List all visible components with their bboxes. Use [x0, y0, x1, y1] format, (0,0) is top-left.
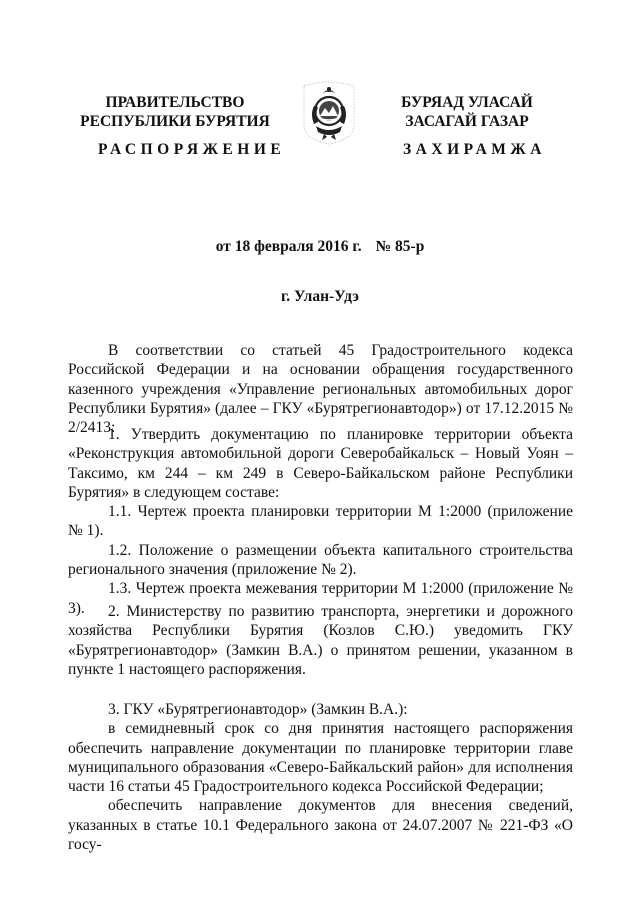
date-number-line [0, 238, 640, 256]
item-3-block [68, 700, 573, 854]
order-date: от 18 февраля 2016 г. [215, 238, 362, 255]
issuer-name-russian [70, 93, 280, 131]
preamble-text: В соответствии со статьей 45 Градостроительного кодекса Российской Федерации и на основании обращения государственного казенного учреждения «Управление региональных автомобильных дорог Республики Бурятия» (далее – ГКУ «Бурятрегионавтодор») от 17.12.2015 № 2/2413: [68, 342, 573, 437]
item-3-a-text: в семидневный срок со дня принятия настоящего распоряжения обеспечить направление документации по планировке территории главе муниципального образования «Северо-Байкальский район» для исполнения части 16 статьи 45 Градостроительного кодекса Российской Федерации; [68, 720, 573, 796]
emblem-svg [298, 80, 360, 146]
doc-type-buryat: ЗАХИРАМЖА [403, 141, 546, 158]
preamble-paragraph [68, 341, 573, 437]
issuer-buryat-line-2: ЗАСАГАЙ ГАЗАР [405, 113, 529, 130]
item-2-text: 2. Министерству по развитию транспорта, энергетики и дорожного хозяйства Республики Бурятия (Козлов С.Ю.) уведомить ГКУ «Бурятрегионавтодор» (Замкин В.А.) о принятом решении, указанном в пункте 1 настоящего распоряжения. [68, 603, 573, 678]
city-name: г. Улан-Удэ [280, 288, 359, 305]
doc-type-russian: РАСПОРЯЖЕНИЕ [98, 141, 286, 158]
item-2-block [68, 602, 573, 679]
item-3-text: 3. ГКУ «Бурятрегионавтодор» (Замкин В.А.): [108, 701, 408, 718]
item-1-3-text: 1.3. Чертеж проекта межевания территории М 1:2000 (приложение № 3). [68, 580, 573, 617]
coat-of-arms-emblem-icon [298, 80, 360, 146]
item-1-2-text: 1.2. Положение о размещении объекта капитального строительства регионального значения (приложение № 2). [68, 541, 573, 579]
issuer-line-2: РЕСПУБЛИКИ БУРЯТИЯ [80, 113, 270, 130]
issuer-line-1: ПРАВИТЕЛЬСТВО [105, 94, 245, 111]
issuer-name-buryat [378, 93, 556, 131]
issuer-buryat-line-1: БУРЯАД УЛАСАЙ [401, 94, 533, 111]
item-1-text: 1. Утвердить документацию по планировке территории объекта «Реконструкция автомобильной дороги Северобайкальск – Новый Уоян – Таксимо, км 244 – км 249 в Северо-Байкальском районе Республики Бурятия» в следующем составе: [68, 426, 573, 501]
item-3-b-text: обеспечить направление документов для внесения сведений, указанных в статье 10.1 Федерального закона от 24.07.2007 № 221-ФЗ «О госу- [68, 797, 573, 854]
order-number: № 85-р [375, 238, 425, 255]
item-1-block [68, 425, 573, 618]
item-1-1-text: 1.1. Чертеж проекта планировки территории М 1:2000 (приложение № 1). [68, 503, 573, 540]
